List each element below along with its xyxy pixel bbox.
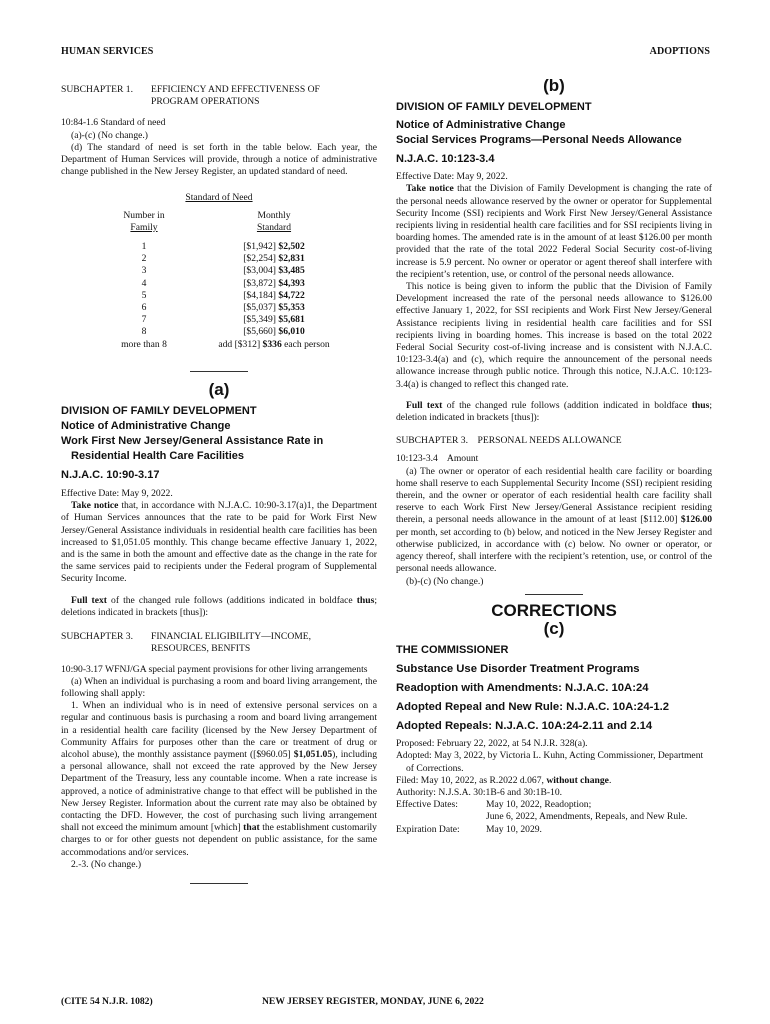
family-number-cell: 2 [141,253,147,265]
family-number-cell: 8 [141,326,147,338]
footer-register-date: NEW JERSEY REGISTER, MONDAY, JUNE 6, 2022 [262,996,484,1007]
added-amount: $2,831 [278,253,305,265]
added-amount: $2,502 [278,241,305,253]
deleted-amount: [$3,872] [243,277,276,289]
table-row [89,278,349,290]
table-row [89,302,349,314]
monthly-standard-cell [199,265,349,277]
deleted-amount: [$2,254] [243,253,276,265]
commissioner-heading: THE COMMISSIONER [396,644,509,657]
division-heading: DIVISION OF FAMILY DEVELOPMENT [61,405,257,418]
deleted-amount: add [$312] [218,338,261,350]
take-notice-paragraph: Take notice that, in accordance with N.J.A.C. 10:90-3.17(a)1, the Department of Human Services announces that the rate to be paid for Work First New Jersey/General Assistance individuals in residential health care facilities has been increased to $1,051.05 monthly. This change became effective January 1, 2022, and is the same in both the amount and effective date as the change in the rate for the same services paid to recipients under the Federal program of Supplemental Security Income. [61,500,377,585]
rule-paragraph: 1. When an individual who is in need of extensive personal services on a regular and continuous basis is purchasing a room and board living arrangement in a residential health care facility (licensed by the New Jersey Department of Community Affairs for purposes other than the care or treatment of drug or alcohol abuse), the monthly assistance payment ([$960.05] $1,051.05), including a personal allowance, shall not exceed the rate approved by the New Jersey Department of the Treasury, less any countable income. When a rate increase is approved, a notice of administrative change to that effect will be published in the New Jersey Register. Information about the current rate may also be obtained by contacting the DFD. However, the cost of purchasing such living arrangement shall not exceed the minimum amount [which] that the establishment customarily charges to or for other guests not dependent on public assistance, for the same accommodations and/or services. [61,700,378,858]
rule-paragraph: (d) The standard of need is set forth in the table below. Each year, the Department of Human Services will provide, through a notice of administrative change published in the New Jersey Register, an updated standard of need. [61,141,377,178]
added-amount: $5,681 [278,314,305,326]
notice-letter-c: (c) [543,618,565,638]
readoption-heading: Readoption with Amendments: N.J.A.C. 10A:24 [396,682,649,695]
family-number-cell: 3 [141,265,147,277]
effective-date: Effective Date: May 9, 2022. [61,488,173,500]
table-body [89,241,349,351]
table-row [89,339,349,351]
notice-letter-a: (a) [208,379,230,399]
table-row [89,290,349,302]
added-amount: $4,393 [278,277,305,289]
left-column [61,80,377,884]
rule-paragraph: (b)-(c) (No change.) [406,575,484,587]
citation: N.J.A.C. 10:123-3.4 [396,153,495,166]
monthly-standard-cell [199,326,349,338]
corrections-heading: CORRECTIONS [491,600,617,620]
monthly-standard-cell [199,290,349,302]
adopted-line: Adopted: May 3, 2022, by Victoria L. Kuhn, Acting Commissioner, Department of Corrections. [396,750,704,774]
running-header-right: ADOPTIONS [649,46,710,57]
family-number-cell: 7 [141,314,147,326]
table-row [89,265,349,277]
monthly-standard-cell [199,314,349,326]
full-text-note: Full text of the changed rule follows (addition indicated in boldface thus; deletion indicated in brackets [thus]): [396,399,712,424]
family-number-cell: 1 [141,241,147,253]
added-amount: $336 [262,338,282,350]
divider [190,371,248,372]
divider [190,883,248,884]
take-notice-paragraph: Take notice that the Division of Family Development is changing the rate of the personal needs allowance reserved by the owner or operator for Supplemental Security Income (SSI) recipients and Work First New Jersey/General Assistance recipients living in residential health care facilities and for SSI recipients living in boarding homes. The amended rate is in the amount of at least $126.00 per month provided that the rate of the total 2022 Federal Social Security cost-of-living increase is 5.9 percent. No owner or operator or agent thereof shall interfere with the recipient’s retention, use, or control of the personal needs allowance. [396,183,712,280]
repeal-new-heading: Adopted Repeal and New Rule: N.J.A.C. 10A:24-1.2 [396,701,670,714]
added-amount: $6,010 [278,326,305,338]
rule-paragraph: (a)-(c) (No change.) [71,129,148,141]
deleted-amount: [$4,184] [243,289,276,301]
family-number-cell: more than 8 [121,338,167,350]
effective-date: Effective Date: May 9, 2022. [396,171,508,183]
filed-line: Filed: May 10, 2022, as R.2022 d.067, without change. [396,774,612,786]
monthly-standard-cell [199,253,349,265]
running-header-left: HUMAN SERVICES [61,46,154,57]
added-amount: $4,722 [278,289,305,301]
added-amount: $3,485 [278,265,305,277]
notice-letter-b: (b) [543,76,565,95]
notice-title: Social Services Programs—Personal Needs Allowance [396,134,682,147]
notice-type: Notice of Administrative Change [396,119,566,132]
rule-paragraph: 2.-3. (No change.) [71,858,142,870]
rule-title: 10:90-3.17 WFNJ/GA special payment provisions for other living arrangements [61,663,368,675]
amount-suffix: each person [281,338,330,350]
table-row [89,241,349,253]
proposed-line: Proposed: February 22, 2022, at 54 N.J.R. 328(a). [396,738,588,750]
monthly-standard-cell [199,278,349,290]
divider [525,594,583,595]
program-heading: Substance Use Disorder Treatment Programs [396,663,640,676]
deleted-amount: [$3,004] [243,265,276,277]
family-number-cell: 5 [141,289,147,301]
deleted-amount: [$5,037] [243,302,276,314]
rule-title: 10:84-1.6 Standard of need [61,117,166,129]
family-number-cell: 6 [141,302,147,314]
full-text-note: Full text of the changed rule follows (additions indicated in boldface thus; deletions indicated in brackets [thus]): [61,594,378,618]
rule-paragraph: (a) When an individual is purchasing a room and board living arrangement, the following shall apply: [61,675,377,699]
monthly-standard-cell [199,241,349,253]
added-amount: $5,353 [278,302,305,314]
table-row [89,253,349,265]
footer-citation: (CITE 54 N.J.R. 1082) [61,996,153,1007]
deleted-amount: [$1,942] [243,241,276,253]
monthly-standard-cell [199,302,349,314]
notice-title: Work First New Jersey/General Assistance Rate in Residential Health Care Facilities [61,435,324,463]
authority-line: Authority: N.J.S.A. 30:1B-6 and 30:1B-10. [396,786,563,798]
deleted-amount: [$5,349] [243,314,276,326]
expiration-date: Expiration Date: May 10, 2029. [396,823,542,835]
repeals-heading: Adopted Repeals: N.J.A.C. 10A:24-2.11 and 2.14 [396,720,653,733]
right-column [396,76,712,836]
body-paragraph: This notice is being given to inform the public that the Division of Family Development increased the rate of the personal needs allowance to $126.00 effective January 1, 2022, for SSI recipients and Work First New Jersey/General Assistance recipients living in residential health care facilities and for SSI recipients living in boarding homes. This increase is based on the total 2022 Federal Social Security cost-of-living increase and is consistent with N.J.A.C. 10:123-3.4(a) and (c), which require the announcement of the personal needs allowance increase through public notice. Through this notice, N.J.A.C. 10:123-3.4(a) is changed to reflect this changed rate. [396,281,712,390]
effective-dates: Effective Dates: May 10, 2022, Readoption; June 6, 2022, Amendments, Repeals, and New Rule. [396,799,688,823]
monthly-standard-cell [199,339,349,351]
subchapter-1-heading: SUBCHAPTER 1. EFFICIENCY AND EFFECTIVENESS OF PROGRAM OPERATIONS [61,84,320,108]
deleted-amount: [$5,660] [243,326,276,338]
rule-title: 10:123-3.4 Amount [396,453,479,465]
division-heading: DIVISION OF FAMILY DEVELOPMENT [396,101,592,114]
table-row [89,314,349,326]
family-number-cell: 4 [141,277,147,289]
rule-paragraph: (a) The owner or operator of each residential health care facility or boarding home shall reserve to each Supplemental Security Income (SSI) recipient residing therein, and the owner or operator of each residential health care facility shall reserve to each Work First New Jersey/General Assistance recipient residing therein, a personal needs allowance in the amount of at least [$112.00] $126.00 per month, set according to (b) below, and noticed in the New Jersey Register and otherwise publicized, in accordance with (c) below. No owner or operator, or agency thereof, shall interfere with the recipient’s retention, use, or control of the personal needs allowance. [396,465,712,575]
table-row [89,326,349,338]
standard-of-need-table [89,210,349,351]
notice-type: Notice of Administrative Change [61,420,231,433]
citation: N.J.A.C. 10:90-3.17 [61,469,160,482]
subchapter-3-heading: SUBCHAPTER 3. PERSONAL NEEDS ALLOWANCE [396,435,622,447]
table-title: Standard of Need [185,192,253,204]
table-header-row: Number in Family Monthly Standard [123,209,292,233]
subchapter-3-heading: SUBCHAPTER 3. FINANCIAL ELIGIBILITY—INCOME, RESOURCES, BENFITS [61,631,312,655]
